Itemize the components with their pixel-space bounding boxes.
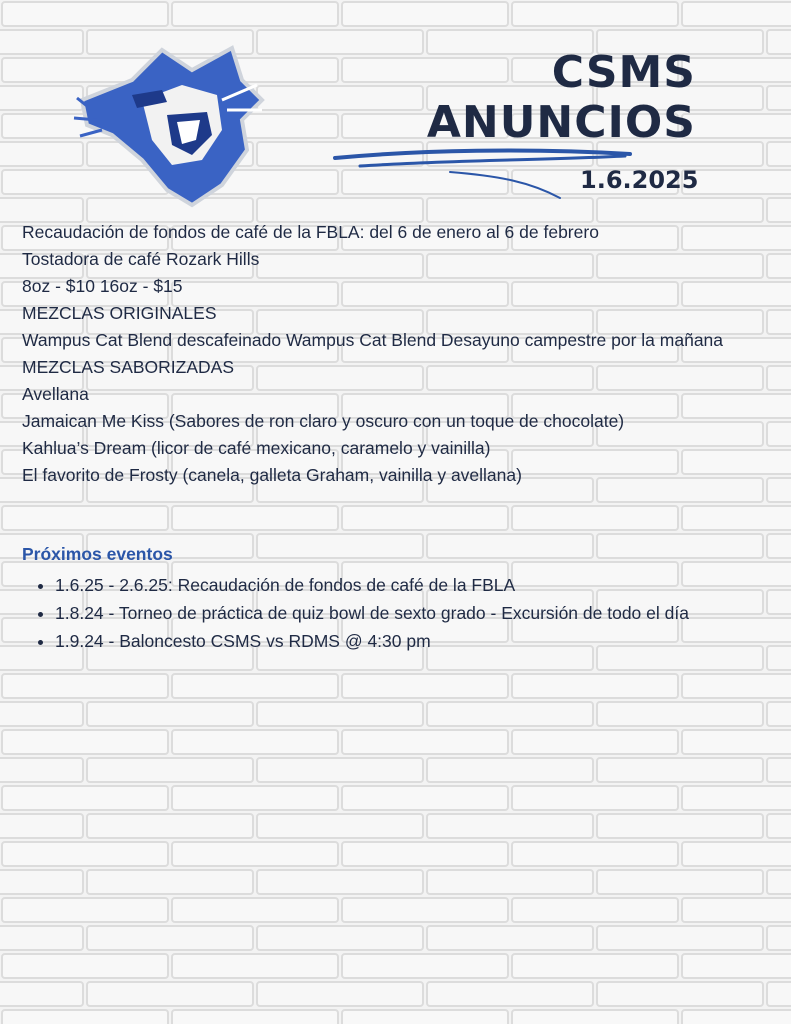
announcement-body — [22, 219, 762, 489]
announcement-line: MEZCLAS SABORIZADAS — [22, 357, 234, 377]
page-title — [427, 48, 696, 148]
event-item: • 1.8.24 - Torneo de práctica de quiz bowl de sexto grado - Excursión de todo el día — [55, 599, 791, 627]
events-list — [22, 571, 791, 655]
announcement-line: Jamaican Me Kiss (Sabores de ron claro y oscuro con un toque de chocolate) — [22, 411, 625, 431]
title-line-csms: CSMS — [551, 47, 696, 98]
announcement-line: Kahlua’s Dream (licor de café mexicano, caramelo y vainilla) — [22, 438, 491, 458]
event-item: • 1.9.24 - Baloncesto CSMS vs RDMS @ 4:30 pm — [55, 627, 791, 655]
date-label: 1.6.2025 — [580, 166, 699, 194]
events-heading: Próximos eventos — [22, 544, 173, 564]
announcement-line: Wampus Cat Blend descafeinado Wampus Cat Blend Desayuno campestre por la mañana — [22, 330, 724, 350]
announcement-line: El favorito de Frosty (canela, galleta Graham, vainilla y avellana) — [22, 465, 522, 485]
announcement-line: 8oz - $10 16oz - $15 — [22, 276, 183, 296]
event-item: • 1.6.25 - 2.6.25: Recaudación de fondos de café de la FBLA — [55, 571, 791, 599]
announcement-line: Tostadora de café Rozark Hills — [22, 249, 260, 269]
announcement-line: MEZCLAS ORIGINALES — [22, 303, 217, 323]
wampus-cat-logo-icon — [72, 40, 272, 210]
title-line-anuncios: ANUNCIOS — [426, 97, 696, 148]
announcement-line: Avellana — [22, 384, 89, 404]
announcement-line: Recaudación de fondos de café de la FBLA: del 6 de enero al 6 de febrero — [22, 222, 599, 242]
